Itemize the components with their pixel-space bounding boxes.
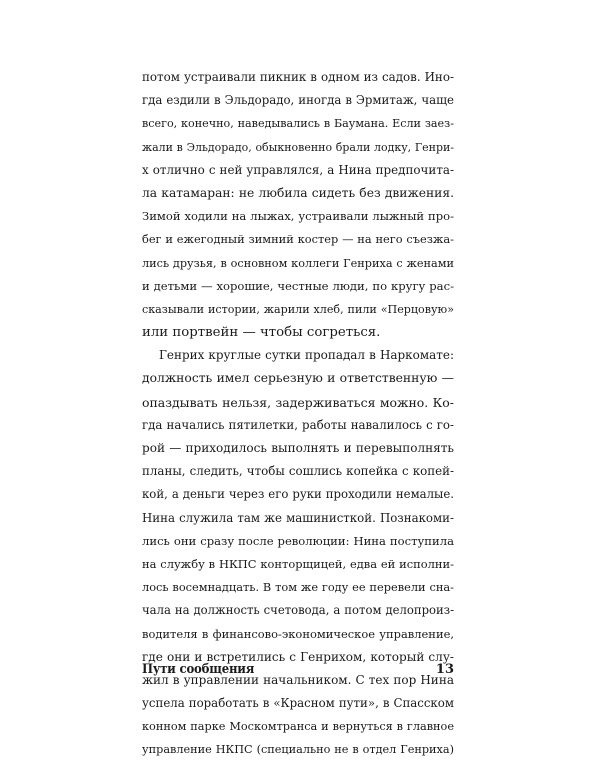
text-line: на службу в НКПС конторщицей, едва ей исполни- [142, 556, 454, 571]
text-line: кой, а деньги через его руки проходили немалые. [142, 487, 454, 502]
page-footer [142, 662, 454, 684]
text-line: лись они сразу после революции: Нина поступила [142, 533, 454, 548]
text-line: лись друзья, в основном коллеги Генриха с женами [142, 256, 454, 270]
text-line: должность имел серьезную и ответственную — [142, 371, 454, 386]
text-line: жали в Эльдорадо, обыкновенно брали лодку, Генри- [142, 140, 454, 154]
text-line: лось восемнадцать. В том же году ее перевели сна- [142, 580, 454, 595]
text-line: где они и встретились с Генрихом, который слу- [142, 649, 454, 664]
text-line: ла катамаран: не любила сидеть без движения. [142, 185, 454, 200]
body-text [142, 66, 454, 762]
paragraph-end-line: или портвейн — чтобы согреться. [142, 325, 381, 341]
text-line: бег и ежегодный зимний костер — на него съезжа- [142, 232, 454, 247]
text-line: всего, конечно, наведывались в Баумана. Если заез- [142, 117, 454, 131]
text-line: конном парке Москомтранса и вернуться в главное [142, 720, 454, 734]
running-title: Пути сообщения [142, 662, 255, 677]
page-number: 13 [435, 662, 454, 677]
text-line: Зимой ходили на лыжах, устраивали лыжный про- [142, 209, 454, 224]
text-line: жил в управлении начальником. С тех пор Нина [142, 672, 454, 687]
text-line: гда начались пятилетки, работы навалилось с го- [142, 417, 454, 432]
paragraph-start-line: Генрих круглые сутки пропадал в Наркомате: [159, 348, 454, 363]
text-line: планы, следить, чтобы сошлись копейка с копей- [142, 464, 454, 479]
text-line: и детьми — хорошие, честные люди, по кругу рас- [142, 278, 454, 293]
text-line: опаздывать нельзя, задерживаться можно. Ко- [142, 394, 454, 410]
text-line: управление НКПС (специально не в отдел Генриха) [142, 743, 454, 757]
text-line: х отлично с ней управлялся, а Нина предпочита- [142, 162, 454, 177]
text-line: водителя в финансово-экономическое управление, [142, 626, 454, 641]
text-line: успела поработать в «Красном пути», в Спасском [142, 696, 454, 711]
text-line: чала на должность счетовода, а потом делопроиз- [142, 603, 454, 618]
text-line: Нина служила там же машинисткой. Познакоми- [142, 510, 454, 525]
text-line: потом устраивали пикник в одном из садов. Ино- [142, 70, 454, 84]
text-line: сказывали истории, жарили хлеб, пили «Перцовую» [142, 302, 454, 316]
text-line: рой — приходилось выполнять и перевыполнять [142, 441, 454, 455]
text-line: гда ездили в Эльдорадо, иногда в Эрмитаж, чаще [142, 93, 454, 108]
